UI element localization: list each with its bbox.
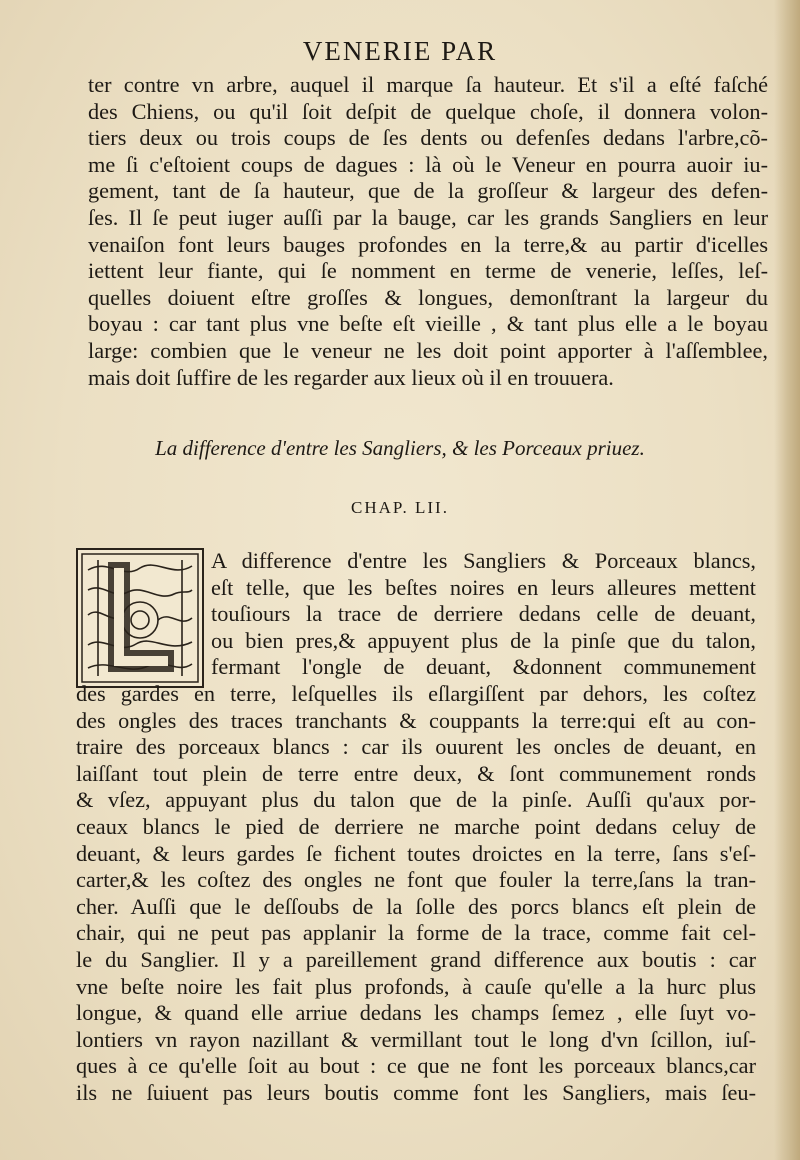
text-line: longue, & quand elle arriue dedans les champs ſemez , elle ſuyt vo- xyxy=(76,1000,756,1026)
text-line: vne beſte noire les fait plus profonds, à cauſe qu'elle a la hurc plus xyxy=(76,973,756,999)
text-line: gement, tant de ſa hauteur, que de la groſſeur & largeur des defen- xyxy=(88,178,768,204)
text-line: quelles doiuent eſtre groſſes & longues, demonſtrant la largeur du xyxy=(88,284,768,310)
text-line: ques à ce qu'elle ſoit au bout : ce que ne font les porceaux blancs,car xyxy=(76,1053,756,1079)
text-line: eſt telle, que les beſtes noires en leurs alleures mettent xyxy=(211,574,756,600)
text-line: large: combien que le veneur ne les doit point apporter à l'aſſemblee, xyxy=(88,337,768,363)
text-line: ter contre vn arbre, auquel il marque ſa hauteur. Et s'il a eſté faſché xyxy=(88,72,768,97)
text-line: carter,& les coſtez des ongles ne font que fouler la terre,ſans la tran- xyxy=(76,867,756,893)
text-line: le du Sanglier. Il y a pareillement grand difference aux boutis : car xyxy=(76,946,756,972)
text-line: A difference d'entre les Sangliers & Porceaux blancs, xyxy=(211,548,756,573)
text-line: ou bien pres,& appuyent plus de la pinſe que du talon, xyxy=(211,627,756,653)
text-line: chair, qui ne peut pas applanir la forme de la trace, comme fait cel- xyxy=(76,920,756,946)
text-line: tiers deux ou trois coups de ſes dents ou defenſes dedans l'arbre,cõ- xyxy=(88,125,768,151)
text-line: boyau : car tant plus vne beſte eſt vieille , & tant plus elle a le boyau xyxy=(88,311,768,337)
text-line: iettent leur fiante, qui ſe nomment en terme de venerie, leſſes, leſ- xyxy=(88,258,768,284)
chapter-title: La difference d'entre les Sangliers, & les Porceaux priuez. xyxy=(155,436,645,460)
chapter-number: CHAP. LII. xyxy=(351,498,449,517)
paragraph-continued xyxy=(88,72,768,391)
text-line: venaiſon font leurs bauges profondes en la terre,& au partir d'icelles xyxy=(88,231,768,257)
page-edge-shadow xyxy=(774,0,800,1160)
text-line: ceaux blancs le pied de derriere ne marche point dedans celuy de xyxy=(76,813,756,839)
text-line: touſiours la trace de derriere dedans celle de deuant, xyxy=(211,601,756,627)
text-line: ſes. Il ſe peut iuger auſſi par la bauge, car les grands Sangliers en leur xyxy=(88,204,768,230)
text-line: des ongles des traces tranchants & couppants la terre:qui eſt au con- xyxy=(76,707,756,733)
text-line: traire des porceaux blancs : car ils ouurent les oncles de deuant, en xyxy=(76,734,756,760)
text-line: me ſi c'eſtoient coups de dagues : là où le Veneur en pourra auoir iu- xyxy=(88,151,768,177)
text-line: deuant, & leurs gardes ſe fichent toutes droictes en la terre, ſans s'eſ- xyxy=(76,840,756,866)
text-line: cher. Auſſi que le deſſoubs de la ſolle des porcs blancs eſt plein de xyxy=(76,893,756,919)
text-line: & vſez, appuyant plus du talon que de la pinſe. Auſſi qu'aux por- xyxy=(76,787,756,813)
text-line: laiſſant tout plein de terre entre deux, & ſont communement ronds xyxy=(76,760,756,786)
text-line: mais doit ſuffire de les regarder aux lieux où il en trouuera. xyxy=(88,364,614,390)
text-line: des gardes en terre, leſquelles ils eſlargiſſent par dehors, les coſtez xyxy=(76,680,756,706)
running-head: VENERIE PAR xyxy=(302,36,498,66)
text-line: fermant l'ongle de deuant, &donnent communement xyxy=(211,654,756,680)
text-line: ils ne ſuiuent pas leurs boutis comme font les Sangliers, mais ſeu- xyxy=(76,1079,756,1105)
text-line: lontiers vn rayon nazillant & vermillant tout le long d'vn ſcillon, iuſ- xyxy=(76,1026,756,1052)
text-line: des Chiens, ou qu'il ſoit deſpit de quelque choſe, il donnera volon- xyxy=(88,98,768,124)
chapter-paragraph xyxy=(76,548,756,1106)
